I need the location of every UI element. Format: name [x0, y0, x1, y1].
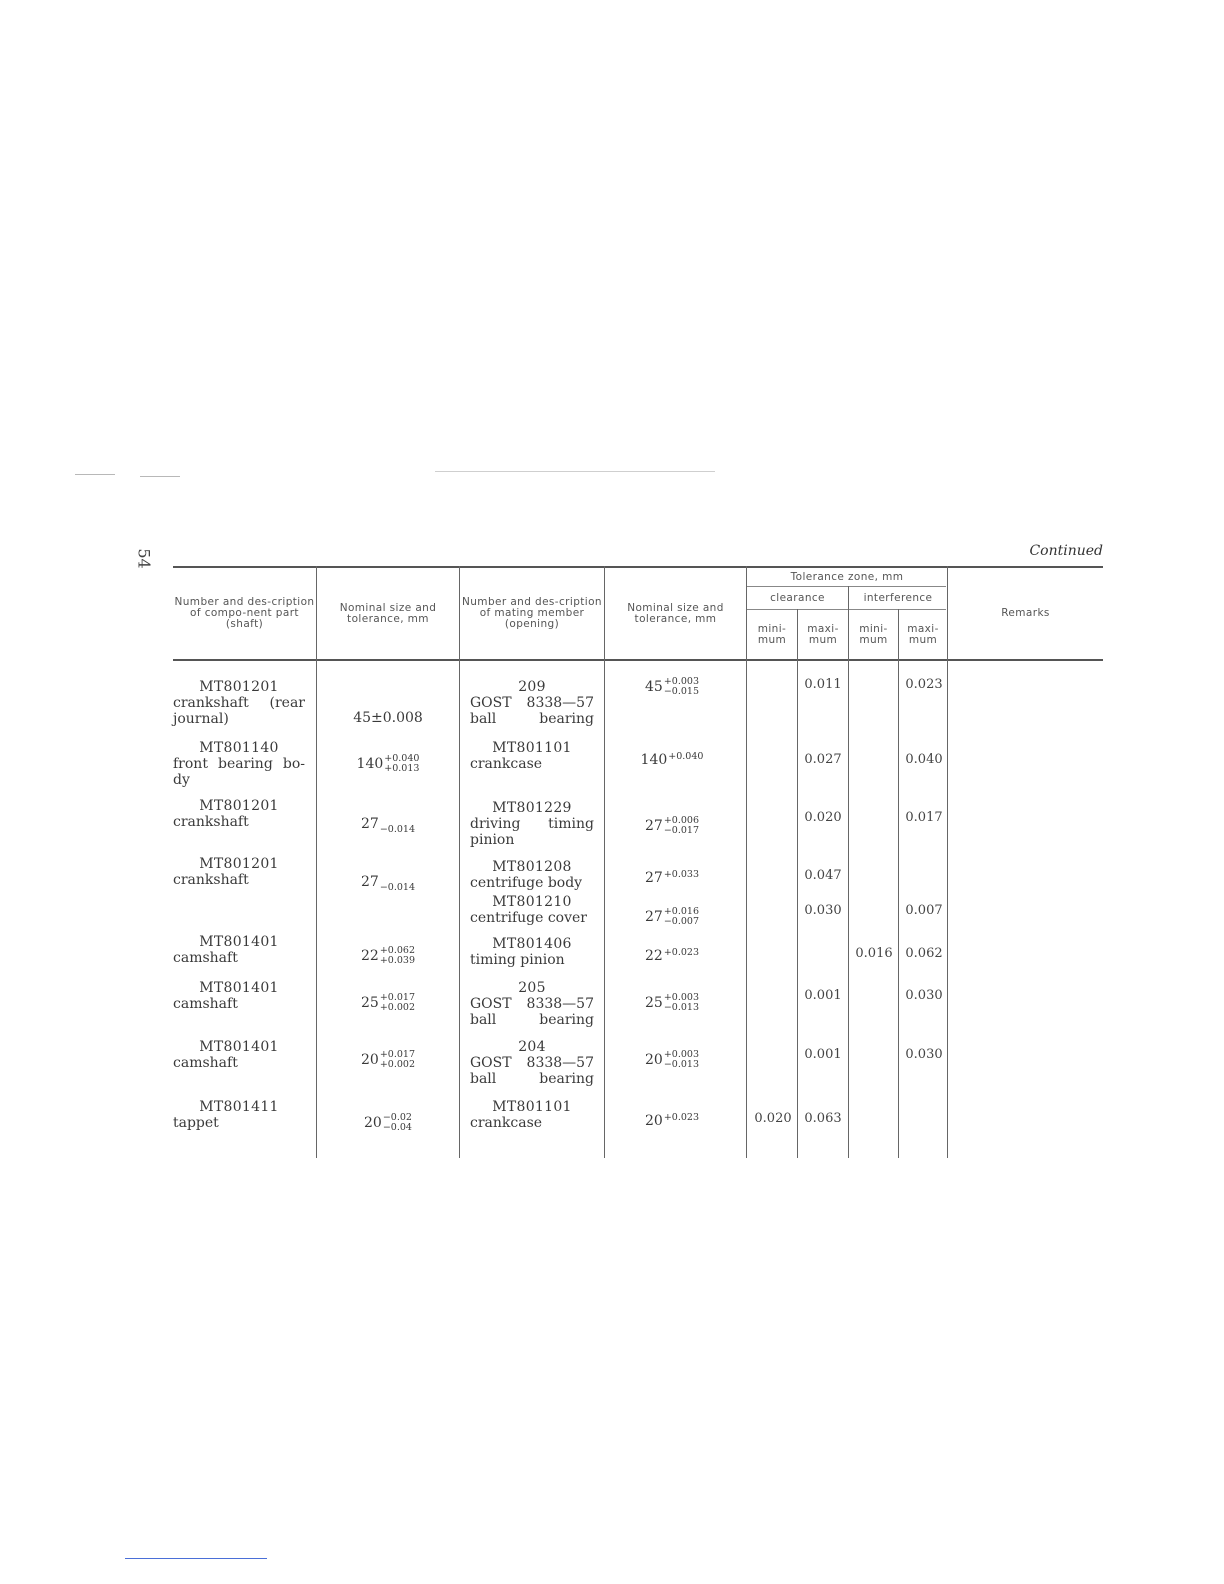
part-name: crankshaft: [173, 814, 249, 830]
part-name: tappet: [173, 1115, 219, 1131]
mate-number: MT801208: [492, 859, 572, 875]
lower-deviation: +0.002: [379, 1002, 415, 1013]
mate-name: driving timing pinion: [470, 816, 594, 848]
part-description: [173, 740, 305, 788]
part-description: [173, 856, 305, 888]
header-interference-min: mini-mum: [859, 622, 888, 646]
mate-nominal-size: [607, 948, 737, 964]
tolerance-limits: [380, 1050, 415, 1070]
size-base: 22: [645, 948, 663, 964]
mate-description: [470, 980, 594, 1028]
tolerance-limits: [664, 870, 699, 880]
upper-deviation: +0.003: [663, 1049, 699, 1060]
tolerance-table: [173, 562, 1103, 1158]
upper-deviation: +0.016: [663, 906, 699, 917]
size-base: 25: [645, 995, 663, 1011]
mate-name: timing pinion: [470, 952, 565, 968]
part-name: camshaft: [173, 950, 238, 966]
size-base: 20: [645, 1113, 663, 1129]
mate-nominal-size: [607, 752, 737, 768]
size-base: 20: [361, 1052, 379, 1068]
header-bottom-rule: [173, 659, 1103, 661]
mate-number: MT801229: [492, 800, 572, 816]
interference-max-value: 0.062: [905, 946, 943, 961]
mate-nominal-size: [607, 816, 737, 836]
upper-deviation: +0.017: [379, 1049, 415, 1060]
mate-description: [470, 1039, 594, 1087]
interference-max-value: 0.007: [905, 903, 943, 918]
tolerance-limits: [664, 907, 699, 927]
interference-max-value: 0.023: [905, 677, 943, 692]
clearance-max-value: 0.020: [804, 810, 842, 825]
mate-description: [470, 859, 594, 891]
size-base: 27: [361, 816, 379, 832]
lower-deviation: −0.015: [663, 686, 699, 697]
part-name: crankshaft: [173, 872, 249, 888]
part-name: camshaft: [173, 996, 238, 1012]
clearance-max-value: 0.030: [804, 903, 842, 918]
interference-max-value: 0.030: [905, 1047, 943, 1062]
mate-nominal-size: [607, 993, 737, 1013]
interference-min-value: 0.016: [855, 946, 893, 961]
tolerance-limits: [380, 825, 415, 835]
size-base: 22: [361, 948, 379, 964]
part-number: MT801201: [199, 856, 279, 872]
continued-label: Continued: [1029, 543, 1103, 559]
header-tolerance-zone: Tolerance zone, mm: [790, 570, 904, 583]
tolerance-limits: [664, 948, 699, 958]
size-base: 27: [361, 874, 379, 890]
header-part: Number and des-cription of compo-nent part (shaft): [174, 596, 315, 630]
mate-name: GOST 8338—57 ball bearing: [470, 996, 594, 1028]
lower-deviation: −0.013: [663, 1059, 699, 1070]
header-part-size: Nominal size and tolerance, mm: [339, 601, 437, 625]
lower-deviation: +0.002: [379, 1059, 415, 1070]
mate-name: crankcase: [470, 1115, 543, 1131]
upper-deviation: −0.02: [382, 1112, 412, 1123]
part-description: [173, 1039, 305, 1071]
upper-deviation: +0.040: [384, 753, 420, 764]
part-name: camshaft: [173, 1055, 238, 1071]
mate-name: crankcase: [470, 756, 543, 772]
part-description: [173, 980, 305, 1012]
tolerance-limits: [380, 993, 415, 1013]
part-name: crankshaft (rear journal): [173, 695, 305, 727]
lower-deviation: −0.04: [382, 1122, 412, 1133]
mate-name: centrifuge body: [470, 875, 583, 891]
clearance-max-value: 0.011: [804, 677, 842, 692]
size-base: 20: [364, 1115, 382, 1131]
clearance-max-value: 0.027: [804, 752, 842, 767]
part-description: [173, 798, 305, 830]
part-nominal-size: [319, 946, 457, 966]
clearance-max-value: 0.001: [804, 1047, 842, 1062]
upper-deviation: +0.040: [668, 751, 704, 762]
tolerance-limits: [668, 752, 703, 762]
part-nominal-size: [319, 1113, 457, 1133]
header-clearance-max: maxi-mum: [807, 622, 839, 646]
header-interference: interference: [863, 591, 933, 604]
mate-number: MT801406: [492, 936, 572, 952]
mate-description: [470, 936, 594, 968]
upper-deviation: +0.033: [663, 869, 699, 880]
upper-deviation: +0.062: [379, 945, 415, 956]
mate-number: 204: [518, 1039, 546, 1055]
size-base: 140: [640, 752, 668, 768]
lower-deviation: −0.007: [663, 916, 699, 927]
tolerance-limits: [380, 946, 415, 966]
mate-number: MT801210: [492, 894, 572, 910]
part-nominal-size: [319, 754, 457, 774]
scan-artifact: [140, 476, 180, 477]
part-nominal-size: [319, 1050, 457, 1070]
part-nominal-size: [319, 710, 457, 726]
tolerance-limits: [664, 677, 699, 697]
footer-rule: [125, 1558, 267, 1559]
mate-number: MT801101: [492, 1099, 572, 1115]
part-number: MT801201: [199, 798, 279, 814]
mate-name: GOST 8338—57 ball bearing: [470, 695, 594, 727]
mate-nominal-size: [607, 870, 737, 886]
mate-number: 209: [518, 679, 546, 695]
scan-artifact: [435, 471, 715, 472]
mate-number: MT801101: [492, 740, 572, 756]
part-number: MT801201: [199, 679, 279, 695]
lower-deviation: −0.013: [663, 1002, 699, 1013]
clearance-min-value: 0.020: [754, 1111, 792, 1126]
tolerance-limits: [664, 1050, 699, 1070]
upper-deviation: +0.003: [663, 676, 699, 687]
mate-description: [470, 679, 594, 727]
upper-deviation: +0.006: [663, 815, 699, 826]
upper-deviation: +0.003: [663, 992, 699, 1003]
interference-max-value: 0.017: [905, 810, 943, 825]
lower-deviation: +0.013: [384, 763, 420, 774]
part-number: MT801411: [199, 1099, 279, 1115]
mate-nominal-size: [607, 677, 737, 697]
tolerance-limits: [384, 754, 419, 774]
lower-deviation: −0.017: [663, 825, 699, 836]
mate-nominal-size: [607, 907, 737, 927]
part-description: [173, 1099, 305, 1131]
mate-description: [470, 740, 594, 772]
header-clearance: clearance: [770, 591, 825, 604]
part-description: [173, 679, 305, 727]
part-nominal-size: [319, 874, 457, 893]
mate-description: [470, 1099, 594, 1131]
mate-nominal-size: [607, 1050, 737, 1070]
tolerance-limits: [664, 1113, 699, 1123]
size-base: 20: [645, 1052, 663, 1068]
lower-deviation: −0.014: [379, 824, 415, 835]
mate-description: [470, 894, 594, 926]
part-name: front bearing bo-dy: [173, 756, 305, 788]
mate-nominal-size: [607, 1113, 737, 1129]
clearance-max-value: 0.047: [804, 868, 842, 883]
size-base: 45±0.008: [353, 710, 423, 726]
size-base: 45: [645, 679, 663, 695]
size-base: 27: [645, 909, 663, 925]
tolerance-limits: [664, 816, 699, 836]
part-number: MT801401: [199, 980, 279, 996]
tolerance-limits: [380, 883, 415, 893]
mate-name: centrifuge cover: [470, 910, 587, 926]
lower-deviation: +0.039: [379, 955, 415, 966]
page-number: 54: [134, 548, 154, 569]
header-remarks: Remarks: [1001, 607, 1050, 619]
mate-name: GOST 8338—57 ball bearing: [470, 1055, 594, 1087]
size-base: 27: [645, 870, 663, 886]
interference-max-value: 0.040: [905, 752, 943, 767]
part-description: [173, 934, 305, 966]
upper-deviation: +0.023: [663, 947, 699, 958]
interference-max-value: 0.030: [905, 988, 943, 1003]
lower-deviation: −0.014: [379, 882, 415, 893]
part-nominal-size: [319, 993, 457, 1013]
clearance-max-value: 0.001: [804, 988, 842, 1003]
mate-number: 205: [518, 980, 546, 996]
part-number: MT801401: [199, 1039, 279, 1055]
upper-deviation: +0.023: [663, 1112, 699, 1123]
column-divider: [848, 586, 849, 1158]
size-base: 25: [361, 995, 379, 1011]
header-interference-max: maxi-mum: [907, 622, 939, 646]
header-mate-size: Nominal size and tolerance, mm: [627, 601, 724, 625]
clearance-max-value: 0.063: [804, 1111, 842, 1126]
scan-artifact: [75, 474, 115, 475]
part-number: MT801140: [199, 740, 279, 756]
size-base: 140: [356, 756, 384, 772]
mate-description: [470, 800, 594, 848]
tolerance-limits: [664, 993, 699, 1013]
part-number: MT801401: [199, 934, 279, 950]
size-base: 27: [645, 818, 663, 834]
part-nominal-size: [319, 816, 457, 835]
upper-deviation: +0.017: [379, 992, 415, 1003]
header-mate: Number and des-cription of mating member (opening): [462, 596, 602, 630]
header-clearance-min: mini-mum: [757, 622, 787, 646]
tolerance-limits: [383, 1113, 412, 1133]
